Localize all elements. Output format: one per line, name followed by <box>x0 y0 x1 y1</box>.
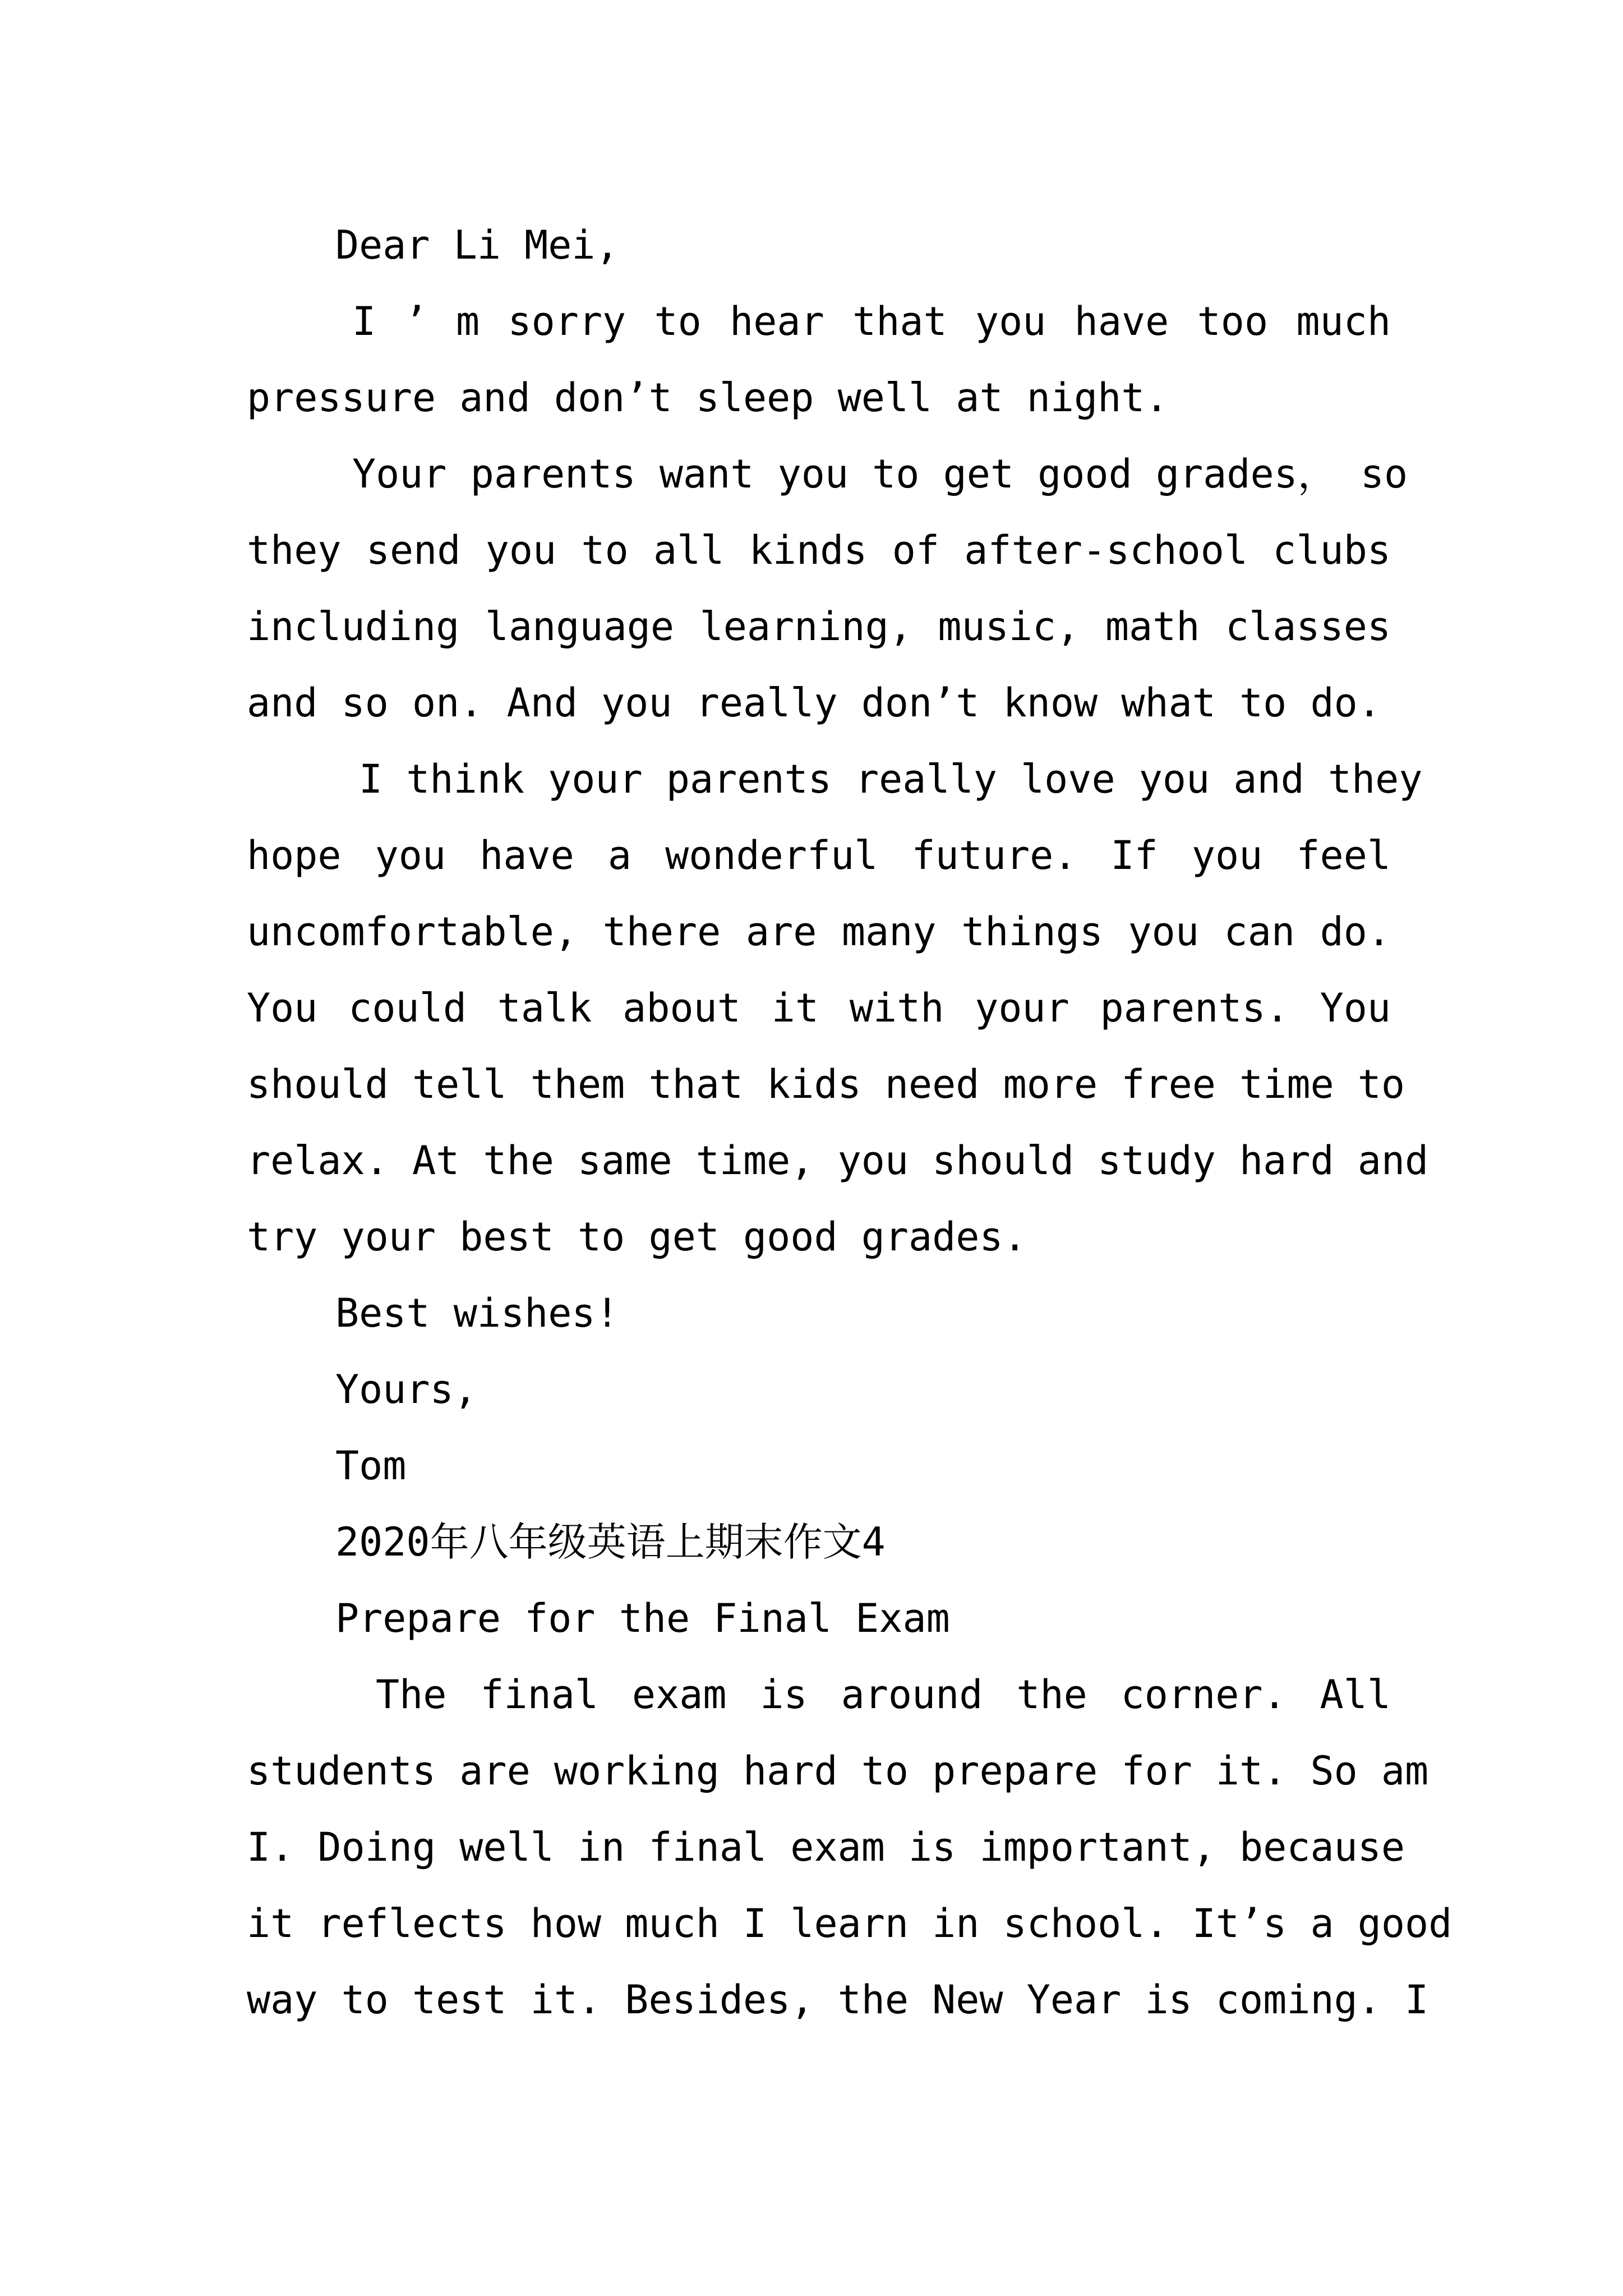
letter-salutation: Dear Li Mei, <box>335 222 619 268</box>
letter-paragraph-3-line-1: I think your parents really love you and they <box>359 756 1423 802</box>
letter-signature: Tom <box>335 1443 407 1489</box>
letter-paragraph-3-line-7: try your best to get good grades. <box>247 1214 1027 1260</box>
essay-paragraph-1-line-4: it reflects how much I learn in school. It’s a good <box>247 1901 1453 1947</box>
letter-paragraph-1-line-1: I ’ m sorry to hear that you have too much <box>352 298 1391 344</box>
letter-paragraph-3-line-6: relax. At the same time, you should study hard and <box>247 1138 1429 1184</box>
essay-title: Prepare for the Final Exam <box>335 1595 950 1641</box>
essay-paragraph-1-line-3: I. Doing well in final exam is important, because <box>247 1824 1405 1870</box>
letter-paragraph-3-line-5: should tell them that kids need more free time to <box>247 1061 1405 1107</box>
essay-paragraph-1-line-5: way to test it. Besides, the New Year is coming. I <box>247 1977 1429 2023</box>
essay-paragraph-1-line-2: students are working hard to prepare for it. So am <box>247 1748 1429 1794</box>
letter-signoff: Yours, <box>335 1366 477 1412</box>
letter-paragraph-2-line-2: they send you to all kinds of after-school clubs <box>247 527 1391 573</box>
essay-paragraph-1-line-1: The final exam is around the corner. All <box>376 1672 1391 1718</box>
letter-paragraph-2-line-3: including language learning, music, math classes <box>247 604 1391 650</box>
letter-paragraph-2-line-1: Your parents want you to get good grades， so <box>352 451 1408 497</box>
section-heading: 2020年八年级英语上期末作文4 <box>335 1519 886 1565</box>
letter-closing: Best wishes! <box>335 1290 619 1336</box>
letter-paragraph-3-line-3: uncomfortable, there are many things you can do. <box>247 909 1391 955</box>
letter-paragraph-3-line-2: hope you have a wonderful future. If you feel <box>247 832 1391 878</box>
letter-paragraph-1-line-2: pressure and don’t sleep well at night. <box>247 375 1169 421</box>
letter-paragraph-2-line-4: and so on. And you really don’t know what to do. <box>247 680 1381 726</box>
letter-paragraph-3-line-4: You could talk about it with your parents. You <box>247 985 1391 1031</box>
